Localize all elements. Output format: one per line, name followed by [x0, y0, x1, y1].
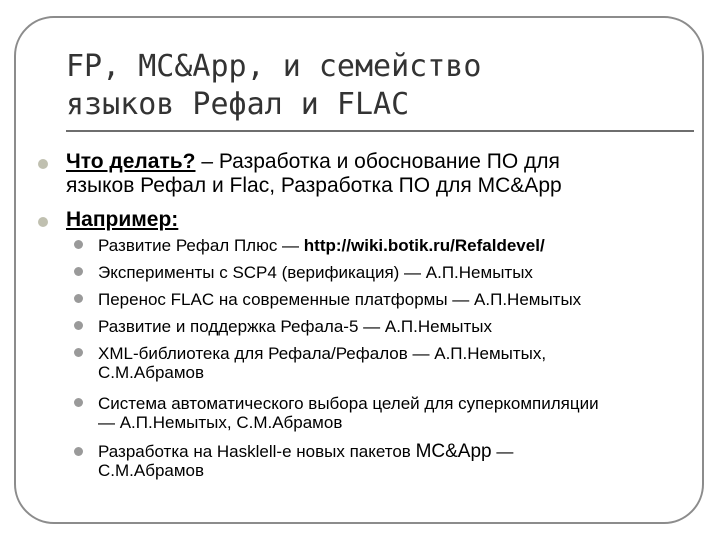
bullet-icon	[38, 217, 48, 227]
list-item-text: – Разработка и обоснование ПО для	[195, 150, 560, 173]
list-item-label: Например:	[66, 208, 179, 231]
sub-bullet-icon	[74, 267, 83, 276]
sub-bullet-icon	[74, 240, 83, 249]
title-divider	[66, 130, 694, 132]
sub-item-text: Перенос FLAC на современные платформы — А.П.Немытых	[98, 290, 582, 309]
sub-item-haskell-packages	[98, 442, 698, 480]
sub-item-text: XML-библиотека для Рефала/Рефалов — А.П.Немытых,	[98, 344, 547, 363]
sub-item-scp4	[98, 263, 698, 282]
list-item-text-cont: языков Рефал и Flac, Разработка ПО для MC&App	[66, 174, 562, 197]
sub-item-text: Развитие и поддержка Рефала-5 — А.П.Немытых	[98, 317, 493, 336]
sub-item-text-cont: С.М.Абрамов	[98, 363, 205, 382]
list-item-label: Что делать?	[66, 150, 196, 173]
sub-item-text: Развитие Рефал Плюс —	[98, 236, 304, 255]
sub-item-refal5	[98, 317, 698, 336]
slide-title	[66, 48, 666, 124]
sub-item-text: Эксперименты с SCP4 (верификация) — А.П.Немытых	[98, 263, 533, 282]
bullet-icon	[38, 159, 48, 169]
sub-bullet-icon	[74, 398, 83, 407]
sub-item-text-cont: — А.П.Немытых, С.М.Абрамов	[98, 413, 343, 432]
sub-item-text: Разработка на Hasklell-е новых пакетов	[98, 442, 416, 461]
list-item-for-example	[66, 208, 686, 232]
sub-bullet-icon	[74, 447, 83, 456]
title-line-2: языков Рефал и FLAC	[66, 87, 410, 122]
sub-item-refal-plus	[98, 236, 698, 255]
list-item-what-to-do	[66, 150, 686, 198]
sub-item-text-cont: С.М.Абрамов	[98, 461, 205, 480]
sub-bullet-icon	[74, 321, 83, 330]
sub-bullet-icon	[74, 348, 83, 357]
sub-item-flac-port	[98, 290, 698, 309]
refal-devel-link[interactable]: http://wiki.botik.ru/Refaldevel/	[303, 236, 545, 255]
sub-item-text-mcapp: MC&App	[415, 441, 492, 462]
sub-item-target-selection	[98, 394, 698, 432]
sub-item-xml-library	[98, 344, 698, 382]
sub-bullet-icon	[74, 294, 83, 303]
sub-item-text: Система автоматического выбора целей для суперкомпиляции	[98, 394, 599, 413]
title-line-1: FP, MC&App, и семейство	[66, 49, 482, 84]
sub-item-text-dash: —	[491, 442, 514, 461]
